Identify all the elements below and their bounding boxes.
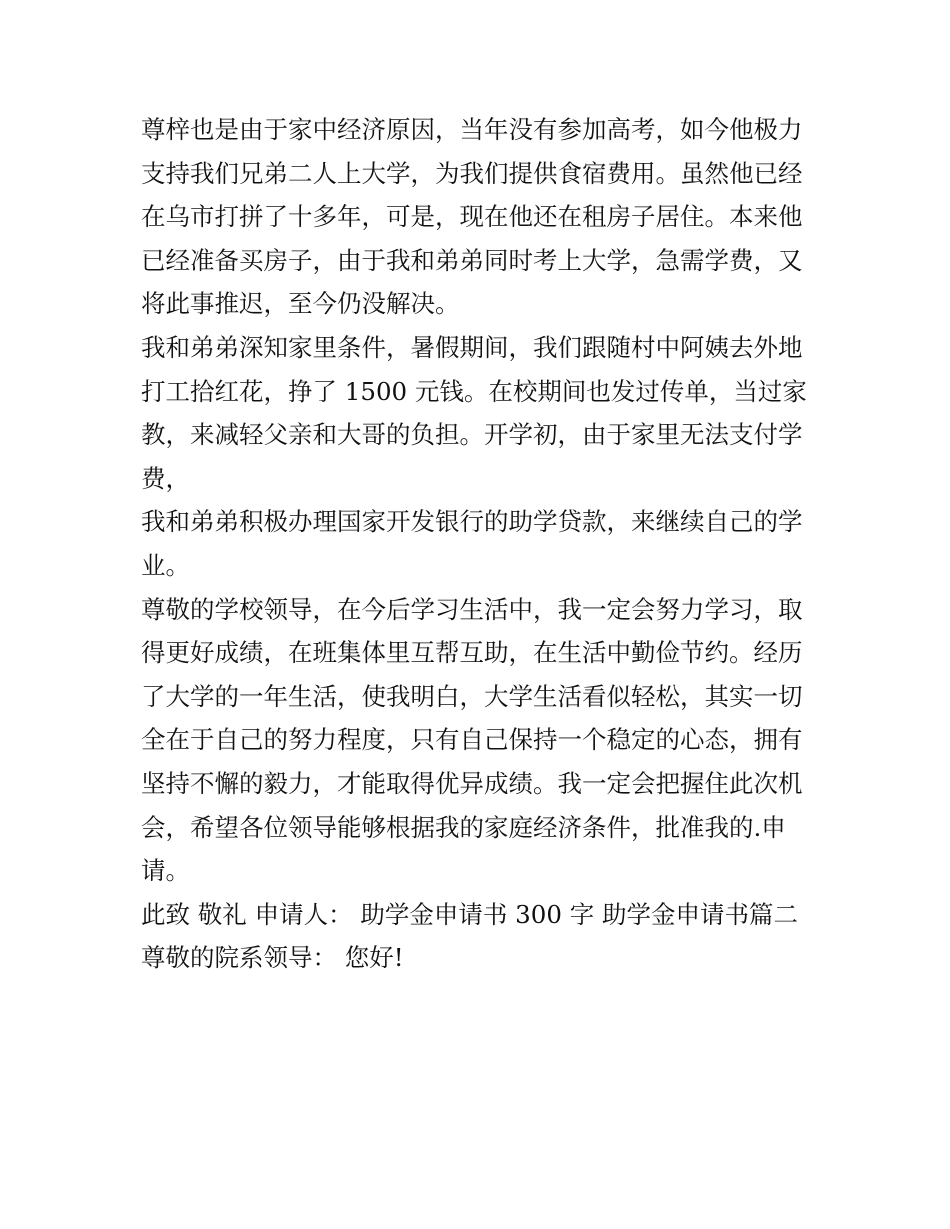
- text-line: 业。: [141, 550, 190, 580]
- text-line: 尊梓也是由于家中经济原因，当年没有参加高考，如今他极力: [141, 115, 803, 144]
- document-body: [141, 108, 821, 980]
- text-line: 我和弟弟积极办理国家开发银行的助学贷款，来继续自己的学: [141, 507, 803, 537]
- text-line: 打工拾红花，挣了 1500 元钱。在校期间也发过传单，当过家: [141, 376, 807, 406]
- text-line: 费，: [141, 463, 190, 493]
- text-line: 我和弟弟深知家里条件，暑假期间，我们跟随村中阿姨去外地: [141, 332, 803, 362]
- text-line: 得更好成绩，在班集体里互帮互助，在生活中勤俭节约。经历: [141, 638, 803, 668]
- text-line: 尊敬的院系领导： 您好!: [141, 943, 404, 973]
- text-line: 在乌市打拼了十多年，可是，现在他还在租房子居住。本来他: [141, 202, 803, 232]
- text-line: 支持我们兄弟二人上大学，为我们提供食宿费用。虽然他已经: [141, 158, 803, 188]
- text-line: 此致 敬礼 申请人： 助学金申请书 300 字 助学金申请书篇二: [141, 899, 798, 929]
- text-line: 请。: [141, 856, 190, 886]
- text-line: 教，来减轻父亲和大哥的负担。开学初，由于家里无法支付学: [141, 420, 803, 450]
- text-line: 会，希望各位领导能够根据我的家庭经济条件，批准我的.申: [141, 812, 786, 842]
- text-line: 尊敬的学校领导，在今后学习生活中，我一定会努力学习，取: [141, 594, 803, 624]
- text-line: 了大学的一年生活，使我明白，大学生活看似轻松，其实一切: [141, 681, 803, 711]
- text-line: 坚持不懈的毅力，才能取得优异成绩。我一定会把握住此次机: [141, 768, 803, 798]
- text-line: 将此事推迟，至今仍没解决。: [141, 289, 460, 319]
- text-line: 全在于自己的努力程度，只有自己保持一个稳定的心态，拥有: [141, 725, 803, 755]
- text-line: 已经准备买房子，由于我和弟弟同时考上大学，急需学费，又: [141, 245, 803, 275]
